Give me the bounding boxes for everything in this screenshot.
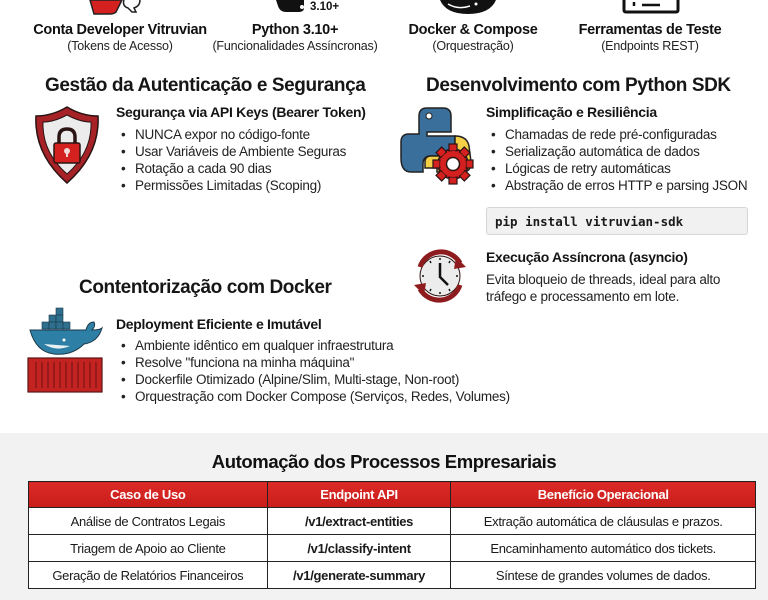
terminal-window-icon: [622, 0, 680, 14]
prereq-title: Python 3.10+: [251, 22, 339, 38]
sdk-section-title: Desenvolvimento com Python SDK: [426, 75, 731, 96]
prereq-title: Ferramentas de Teste: [578, 22, 722, 38]
sdk-bullet-list: [491, 126, 747, 194]
prereq-python: [205, 22, 385, 53]
endpoint-cell: /v1/generate-summary: [267, 562, 451, 589]
async-title: Execução Assíncrona (asyncio): [486, 249, 688, 265]
automation-section: [0, 433, 768, 600]
list-item: • Rotação a cada 90 dias: [121, 160, 346, 177]
list-item: • Dockerfile Otimizado (Alpine/Slim, Multi-stage, Non-root): [121, 371, 510, 388]
docker-subtitle: Deployment Eficiente e Imutável: [116, 316, 322, 332]
auth-subtitle: Segurança via API Keys (Bearer Token): [116, 104, 366, 120]
list-item: • Orquestração com Docker Compose (Serviços, Redes, Volumes): [121, 388, 510, 405]
column-header-benefit: Benefício Operacional: [451, 482, 756, 508]
auth-bullet-list: [121, 126, 346, 194]
list-item: • Resolve "funciona na minha máquina": [121, 354, 510, 371]
prereq-subtitle: (Orquestração): [432, 39, 514, 53]
table-row: [29, 535, 756, 562]
prereq-title: Docker & Compose: [408, 22, 538, 38]
list-item: • Permissões Limitadas (Scoping): [121, 177, 346, 194]
prereq-subtitle: (Endpoints REST): [601, 39, 699, 53]
docker-bullet-list: [121, 337, 510, 405]
prereq-subtitle: (Funcionalidades Assíncronas): [212, 39, 378, 53]
python-icon: [272, 0, 342, 16]
benefit-cell: Encaminhamento automático dos tickets.: [451, 535, 756, 562]
table-header-row: [29, 482, 756, 508]
benefit-cell: Extração automática de cláusulas e prazos.: [451, 508, 756, 535]
column-header-endpoint: Endpoint API: [267, 482, 451, 508]
async-description-line-1: Evita bloqueio de threads, ideal para alto: [486, 272, 721, 287]
docker-whale-container-icon: [26, 306, 106, 394]
prereq-title: Conta Developer Vitruvian: [33, 22, 207, 38]
list-item: • Chamadas de rede pré-configuradas: [491, 126, 747, 143]
use-case-cell: Geração de Relatórios Financeiros: [29, 562, 268, 589]
automation-section-title: Automação dos Processos Empresariais: [211, 451, 557, 472]
sdk-subtitle: Simplificação e Resiliência: [486, 104, 657, 120]
list-item: • Lógicas de retry automáticas: [491, 160, 747, 177]
async-description-line-2: tráfego e processamento em lote.: [486, 289, 680, 304]
use-case-cell: Análise de Contratos Legais: [29, 508, 268, 535]
list-item: • Usar Variáveis de Ambiente Seguras: [121, 143, 346, 160]
python-version-badge: 3.10+: [310, 1, 340, 13]
list-item: • Ambiente idêntico em qualquer infraestrutura: [121, 337, 510, 354]
shield-lock-icon: [32, 104, 102, 186]
python-gear-icon: [397, 106, 477, 186]
column-header-use-case: Caso de Uso: [29, 482, 268, 508]
list-item: • NUNCA expor no código-fonte: [121, 126, 346, 143]
endpoint-cell: /v1/extract-entities: [267, 508, 451, 535]
docker-icon: [440, 0, 496, 14]
prereq-testing-tools: [560, 22, 740, 53]
use-case-table: [28, 481, 756, 589]
list-item: • Serialização automática de dados: [491, 143, 747, 160]
endpoint-cell: /v1/classify-intent: [267, 535, 451, 562]
prereq-docker: [383, 22, 563, 53]
docker-section-title: Contentorização com Docker: [79, 277, 332, 298]
pip-install-command[interactable]: pip install vitruvian-sdk: [486, 207, 748, 235]
prereq-vitruvian-account: [30, 22, 210, 53]
benefit-cell: Síntese de grandes volumes de dados.: [451, 562, 756, 589]
auth-section-title: Gestão da Autenticação e Segurança: [45, 75, 366, 96]
list-item: • Abstração de erros HTTP e parsing JSON: [491, 177, 747, 194]
use-case-cell: Triagem de Apoio ao Cliente: [29, 535, 268, 562]
table-row: [29, 562, 756, 589]
async-clock-icon: [406, 245, 474, 307]
prereq-subtitle: (Tokens de Acesso): [67, 39, 173, 53]
table-row: [29, 508, 756, 535]
key-card-icon: [82, 0, 152, 16]
